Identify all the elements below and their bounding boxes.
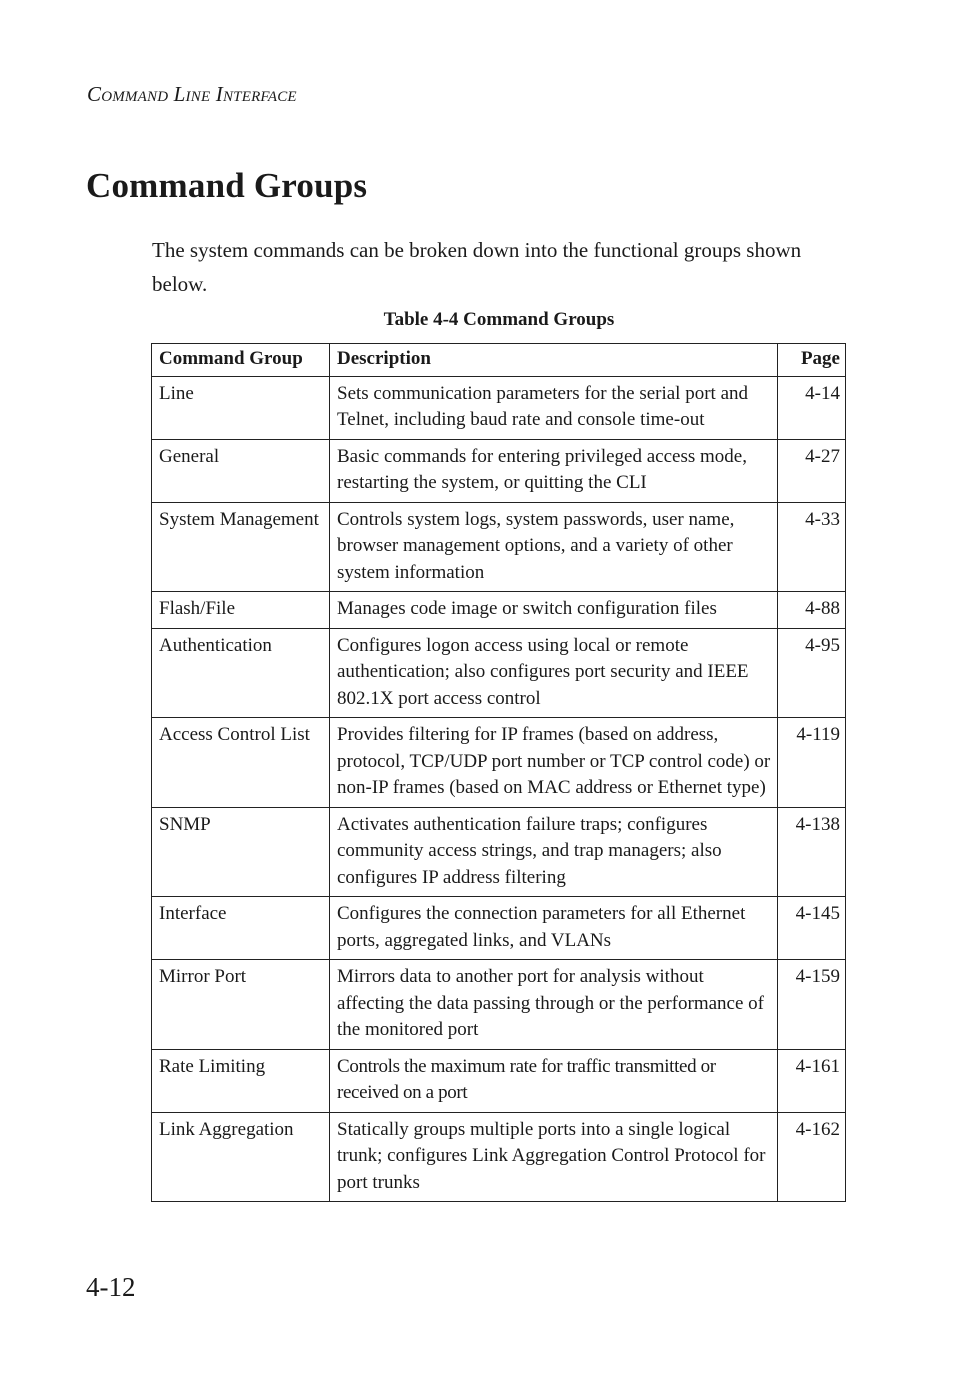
cell-group: Mirror Port (152, 960, 330, 1050)
table-row (152, 960, 846, 1050)
table-row (152, 376, 846, 439)
cell-group: System Management (152, 502, 330, 592)
cell-group: Interface (152, 897, 330, 960)
cell-description: Controls the maximum rate for traffic transmitted or received on a port (330, 1049, 778, 1112)
cell-description: Manages code image or switch configuration files (330, 592, 778, 629)
cell-description: Configures logon access using local or remote authentication; also configures port security and IEEE 802.1X port access control (330, 628, 778, 718)
cell-page: 4-119 (778, 718, 846, 808)
table-row (152, 1049, 846, 1112)
cell-group: Line (152, 376, 330, 439)
table-row (152, 897, 846, 960)
cell-page: 4-159 (778, 960, 846, 1050)
cell-group: Authentication (152, 628, 330, 718)
cell-page: 4-33 (778, 502, 846, 592)
cell-page: 4-14 (778, 376, 846, 439)
table-row (152, 502, 846, 592)
cell-group: Access Control List (152, 718, 330, 808)
cell-group: Flash/File (152, 592, 330, 629)
page-number: 4-12 (86, 1272, 136, 1302)
cell-page: 4-162 (778, 1112, 846, 1202)
cell-description: Sets communication parameters for the serial port and Telnet, including baud rate and console time-out (330, 376, 778, 439)
cell-group: General (152, 439, 330, 502)
running-header: Command Line Interface (87, 82, 297, 106)
column-header-page: Page (778, 344, 846, 377)
table-row (152, 592, 846, 629)
table-header-row (152, 344, 846, 377)
column-header-command-group: Command Group (152, 344, 330, 377)
table-row (152, 628, 846, 718)
cell-page: 4-161 (778, 1049, 846, 1112)
table-caption: Table 4-4 Command Groups (383, 309, 615, 330)
command-groups-table (151, 343, 846, 1202)
table-row (152, 439, 846, 502)
table-row (152, 1112, 846, 1202)
cell-description: Provides filtering for IP frames (based on address, protocol, TCP/UDP port number or TCP control code) or non-IP frames (based on MAC address or Ethernet type) (330, 718, 778, 808)
intro-paragraph: The system commands can be broken down into the functional groups shown below. (152, 238, 802, 296)
cell-page: 4-145 (778, 897, 846, 960)
cell-page: 4-138 (778, 807, 846, 897)
cell-description: Basic commands for entering privileged access mode, restarting the system, or quitting the CLI (330, 439, 778, 502)
cell-description: Statically groups multiple ports into a single logical trunk; configures Link Aggregation Control Protocol for port trunks (330, 1112, 778, 1202)
cell-description: Controls system logs, system passwords, user name, browser management options, and a variety of other system information (330, 502, 778, 592)
column-header-description: Description (330, 344, 778, 377)
cell-description: Configures the connection parameters for all Ethernet ports, aggregated links, and VLANs (330, 897, 778, 960)
table-row (152, 807, 846, 897)
cell-group: SNMP (152, 807, 330, 897)
cell-description: Activates authentication failure traps; configures community access strings, and trap managers; also configures IP address filtering (330, 807, 778, 897)
cell-page: 4-88 (778, 592, 846, 629)
cell-group: Link Aggregation (152, 1112, 330, 1202)
cell-page: 4-95 (778, 628, 846, 718)
cell-page: 4-27 (778, 439, 846, 502)
page-title: Command Groups (86, 166, 368, 205)
table-row (152, 718, 846, 808)
cell-group: Rate Limiting (152, 1049, 330, 1112)
cell-description: Mirrors data to another port for analysis without affecting the data passing through or the performance of the monitored port (330, 960, 778, 1050)
